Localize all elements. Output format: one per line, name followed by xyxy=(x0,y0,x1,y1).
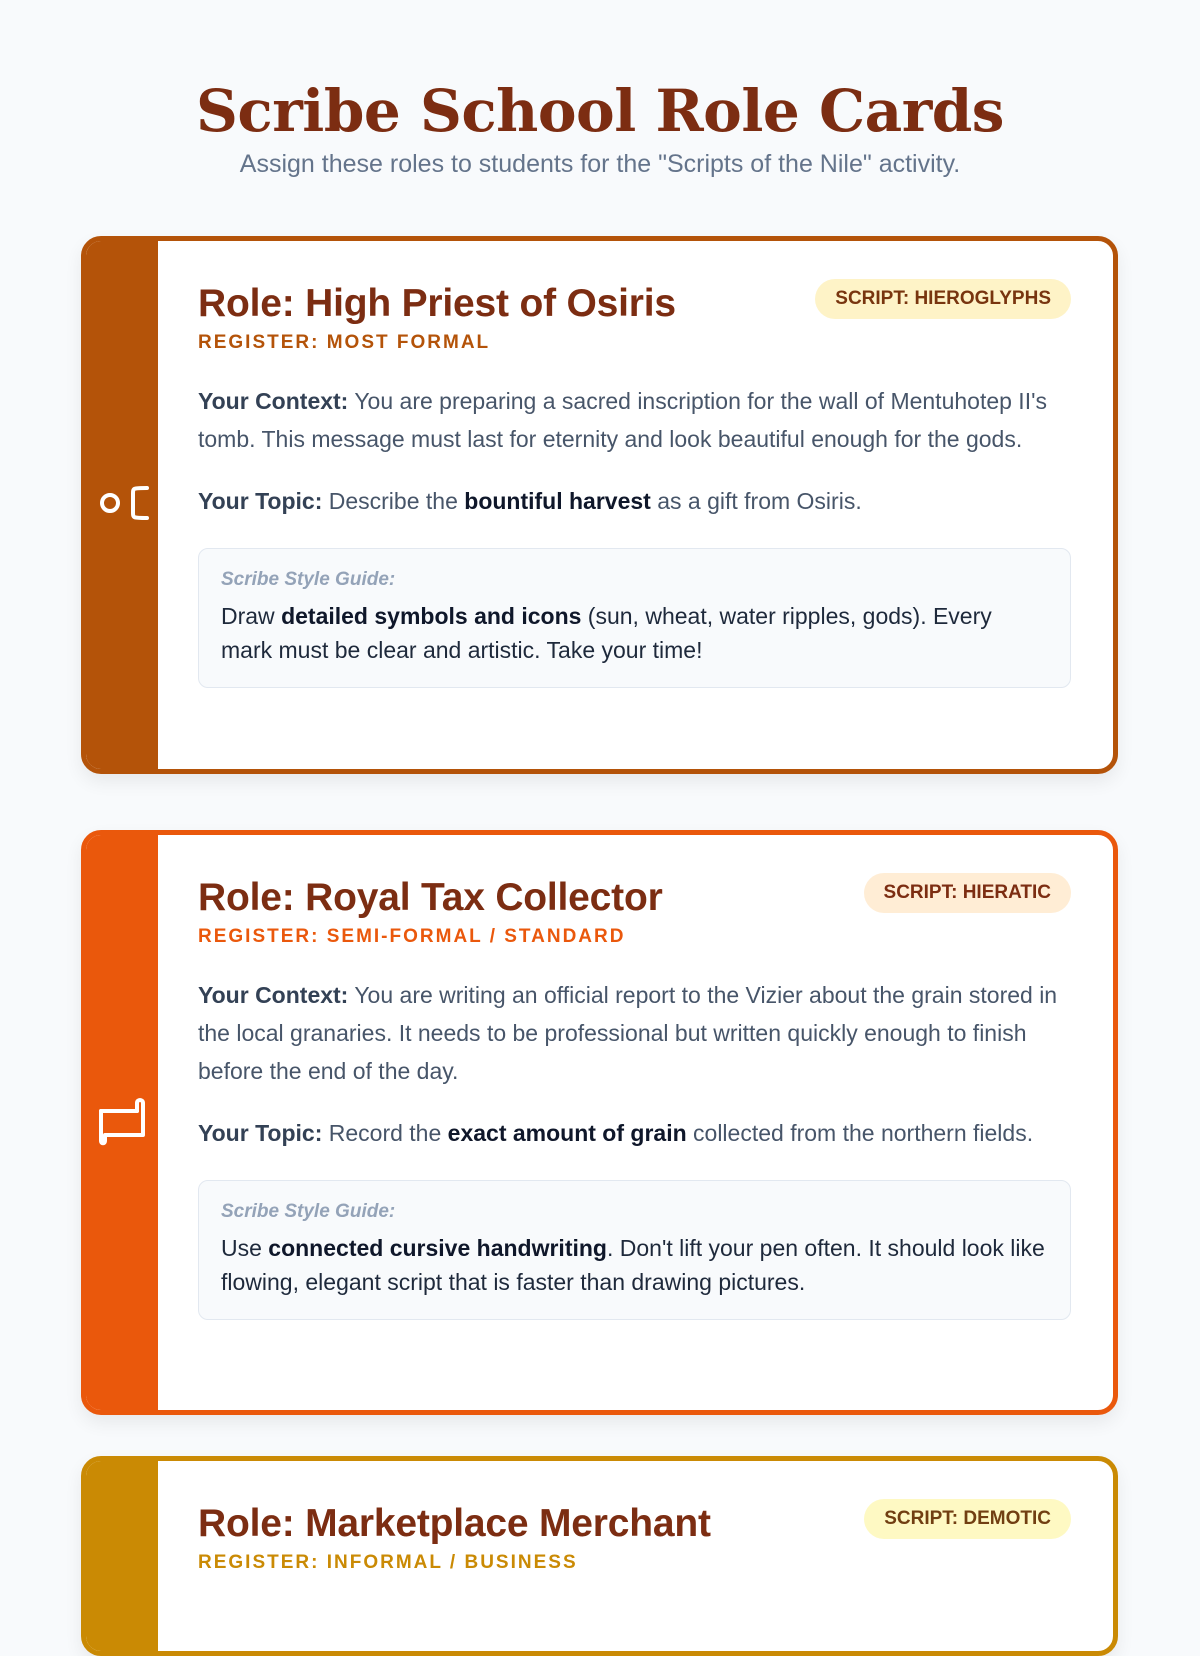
page-header xyxy=(0,0,1200,179)
guide-highlight: connected cursive handwriting xyxy=(268,1234,607,1261)
style-guide-box xyxy=(198,1180,1071,1320)
guide-highlight: detailed symbols and icons xyxy=(281,602,582,629)
role-title: Role: Royal Tax Collector xyxy=(198,876,663,919)
role-title: Role: Marketplace Merchant xyxy=(198,1502,711,1545)
guide-text-pre: Draw xyxy=(221,602,282,629)
guide-text-post: . Don't lift your pen often. It should look like flowing, elegant script that is faster than drawing pictures. xyxy=(221,1234,1045,1295)
card-accent-rail xyxy=(86,835,158,1410)
page-title: Scribe School Role Cards xyxy=(196,77,1004,145)
context-paragraph xyxy=(198,382,1071,458)
role-card-merchant xyxy=(81,1456,1118,1656)
style-guide-label: Scribe Style Guide: xyxy=(221,568,396,590)
scroll-icon xyxy=(93,1091,151,1154)
register-label: REGISTER: MOST FORMAL xyxy=(198,331,491,353)
style-guide-box xyxy=(198,548,1071,688)
context-text: You are writing an official report to the Vizier about the grain stored in the local granaries. It needs to be professional but written quickly enough to finish before the end of the day. xyxy=(198,981,1058,1084)
card-accent-rail xyxy=(86,241,158,769)
context-label: Your Context: xyxy=(198,387,349,414)
topic-label: Your Topic: xyxy=(198,1119,323,1146)
role-title: Role: High Priest of Osiris xyxy=(198,282,676,325)
topic-text-pre: Describe the xyxy=(322,487,465,514)
guide-text-post: (sun, wheat, water ripples, gods). Every mark must be clear and artistic. Take your time! xyxy=(221,602,992,663)
context-label: Your Context: xyxy=(198,981,349,1008)
register-label: REGISTER: INFORMAL / BUSINESS xyxy=(198,1551,578,1573)
style-guide-text xyxy=(221,599,1048,667)
register-label: REGISTER: SEMI-FORMAL / STANDARD xyxy=(198,925,626,947)
script-badge: SCRIPT: HIEROGLYPHS xyxy=(815,279,1071,319)
role-card-high-priest xyxy=(81,236,1118,774)
guide-text-pre: Use xyxy=(221,1234,269,1261)
topic-highlight: exact amount of grain xyxy=(447,1119,687,1146)
card-accent-rail xyxy=(86,1461,158,1651)
context-text: You are preparing a sacred inscription for the wall of Mentuhotep II's tomb. This message must last for eternity and look beautiful enough for the gods. xyxy=(198,387,1047,452)
style-guide-text xyxy=(221,1231,1048,1299)
topic-paragraph xyxy=(198,1114,1071,1152)
context-paragraph xyxy=(198,976,1071,1090)
topic-label: Your Topic: xyxy=(198,487,323,514)
topic-paragraph xyxy=(198,482,1071,520)
script-badge: SCRIPT: DEMOTIC xyxy=(864,1499,1071,1539)
topic-text-pre: Record the xyxy=(322,1119,448,1146)
style-guide-label: Scribe Style Guide: xyxy=(221,1200,396,1222)
page-subtitle: Assign these roles to students for the "Scripts of the Nile" activity. xyxy=(239,150,961,178)
topic-text-post: collected from the northern fields. xyxy=(686,1119,1034,1146)
role-card-tax-collector xyxy=(81,830,1118,1415)
eye-of-horus-icon xyxy=(93,474,151,537)
topic-text-post: as a gift from Osiris. xyxy=(650,487,862,514)
topic-highlight: bountiful harvest xyxy=(464,487,651,514)
script-badge: SCRIPT: HIERATIC xyxy=(864,873,1071,913)
